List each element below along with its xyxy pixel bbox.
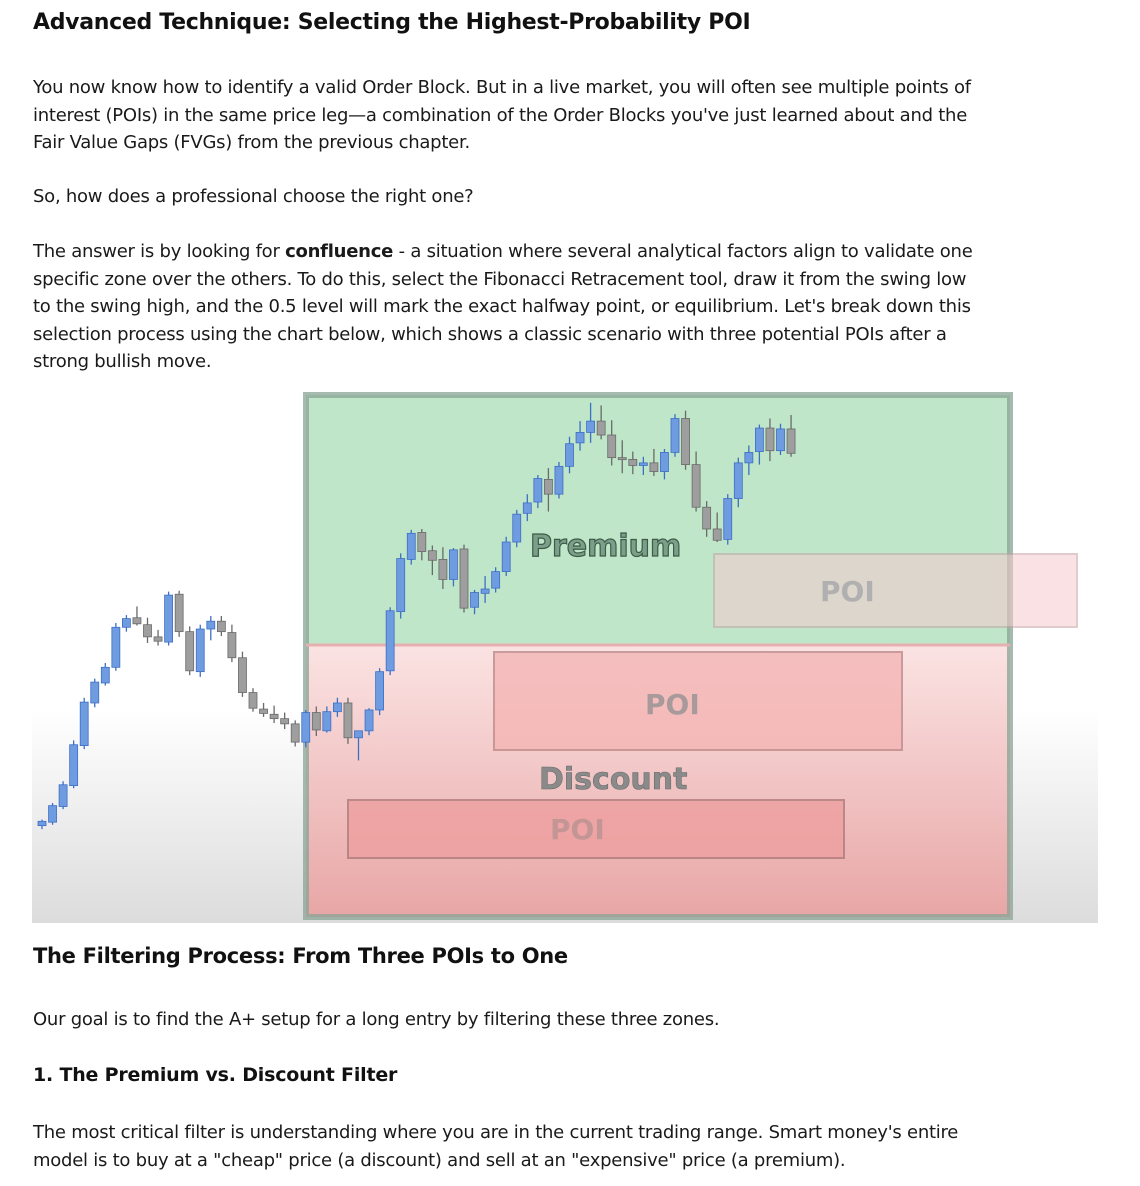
answer-line-rest: - a situation where several analytical factors align to validate one [393, 241, 973, 262]
bearish-candle [186, 632, 194, 671]
bullish-candle [355, 731, 363, 738]
bullish-candle [323, 712, 331, 731]
final-line: The most critical filter is understanding where you are in the current trading range. Smart money's entire [33, 1122, 959, 1143]
bearish-candle [228, 633, 236, 658]
bullish-candle [397, 559, 405, 612]
bullish-candle [576, 432, 584, 442]
bullish-candle [386, 611, 394, 671]
bullish-candle [59, 785, 67, 807]
confluence-term: confluence [285, 241, 394, 262]
bearish-candle [650, 463, 658, 472]
bearish-candle [682, 418, 690, 464]
bullish-candle [376, 672, 384, 710]
bullish-candle [38, 821, 46, 825]
article-title: Advanced Technique: Selecting the Highest-Probability POI [33, 10, 751, 35]
bullish-candle [671, 418, 679, 452]
bearish-candle [270, 714, 278, 718]
bullish-candle [91, 682, 99, 703]
final-line: model is to buy at a "cheap" price (a discount) and sell at an "expensive" price (a premium). [33, 1149, 846, 1171]
premium-label: Premium [530, 529, 682, 564]
bullish-candle [534, 479, 542, 502]
bearish-candle [175, 594, 183, 631]
bullish-candle [724, 499, 732, 540]
bullish-candle [407, 533, 415, 559]
bullish-candle [513, 514, 521, 542]
bearish-candle [249, 693, 257, 709]
bearish-candle [428, 551, 436, 561]
bullish-candle [165, 595, 173, 642]
bearish-candle [544, 479, 552, 494]
final-paragraph [33, 1119, 1113, 1174]
intro-line: Fair Value Gaps (FVGs) from the previous chapter. [33, 132, 470, 153]
answer-line: selection process using the chart below, which shows a classic scenario with three potential POIs after a [33, 323, 947, 345]
poi-label-middle: POI [645, 688, 700, 721]
section-heading: The Filtering Process: From Three POIs to One [33, 944, 568, 968]
bearish-candle [608, 435, 616, 458]
bearish-candle [766, 428, 774, 451]
bullish-candle [449, 550, 457, 580]
goal-text: Our goal is to find the A+ setup for a long entry by filtering these three zones. [33, 1009, 720, 1030]
bearish-candle [439, 559, 447, 579]
bullish-candle [587, 421, 595, 432]
bullish-candle [70, 745, 78, 786]
bullish-candle [734, 463, 742, 499]
intro-line: You now know how to identify a valid Order Block. But in a live market, you will often see multiple points of [33, 77, 971, 98]
bullish-candle [122, 619, 130, 628]
bearish-candle [629, 459, 637, 465]
bearish-candle [133, 618, 141, 624]
answer-line: specific zone over the others. To do this, select the Fibonacci Retracement tool, draw it from the swing low [33, 268, 967, 290]
bearish-candle [217, 621, 225, 631]
answer-line [33, 238, 1113, 266]
bearish-candle [260, 709, 268, 713]
discount-label: Discount [539, 762, 688, 797]
bullish-candle [80, 702, 88, 746]
filter-subheading: 1. The Premium vs. Discount Filter [33, 1064, 398, 1086]
answer-line: strong bullish move. [33, 351, 212, 372]
bullish-candle [523, 503, 531, 513]
goal-paragraph [33, 1006, 1113, 1034]
candlestick-chart [32, 387, 1098, 923]
answer-line-start: The answer is by looking for [33, 241, 286, 262]
poi-label-premium: POI [820, 575, 875, 608]
bearish-candle [281, 719, 289, 724]
intro-paragraph [33, 74, 1113, 157]
bullish-candle [755, 428, 763, 451]
bearish-candle [618, 458, 626, 460]
bullish-candle [502, 542, 510, 572]
bearish-candle [713, 529, 721, 540]
poi-chart-image [32, 387, 1098, 923]
answer-line: to the swing high, and the 0.5 level will mark the exact halfway point, or equilibrium. Let's break down this [33, 296, 971, 317]
bullish-candle [471, 592, 479, 607]
bullish-candle [745, 452, 753, 462]
bullish-candle [302, 713, 310, 743]
answer-paragraph [33, 238, 1113, 376]
poi-zone-premium [714, 554, 1077, 627]
bearish-candle [692, 465, 700, 508]
bearish-candle [787, 429, 795, 453]
bullish-candle [555, 466, 563, 494]
bullish-candle [196, 629, 204, 672]
bearish-candle [418, 532, 426, 551]
bullish-candle [112, 627, 120, 667]
bearish-candle [154, 637, 162, 641]
bearish-candle [238, 658, 246, 693]
bullish-candle [639, 463, 647, 466]
bearish-candle [703, 507, 711, 529]
question-paragraph [33, 183, 1113, 211]
bearish-candle [144, 625, 152, 637]
bullish-candle [333, 703, 341, 712]
bearish-candle [597, 421, 605, 435]
bullish-candle [566, 444, 574, 467]
bullish-candle [777, 429, 785, 451]
bearish-candle [460, 549, 468, 608]
question-text: So, how does a professional choose the right one? [33, 186, 474, 207]
bullish-candle [207, 621, 215, 629]
poi-label-low: POI [550, 813, 605, 846]
bearish-candle [344, 703, 352, 738]
bullish-candle [49, 806, 57, 823]
bearish-candle [312, 713, 320, 730]
bearish-candle [291, 724, 299, 742]
bullish-candle [492, 572, 500, 589]
intro-line: interest (POIs) in the same price leg—a combination of the Order Blocks you've just learned about and the [33, 104, 968, 126]
bullish-candle [365, 710, 373, 731]
bullish-candle [481, 589, 489, 593]
bullish-candle [660, 452, 668, 471]
bullish-candle [101, 667, 109, 683]
